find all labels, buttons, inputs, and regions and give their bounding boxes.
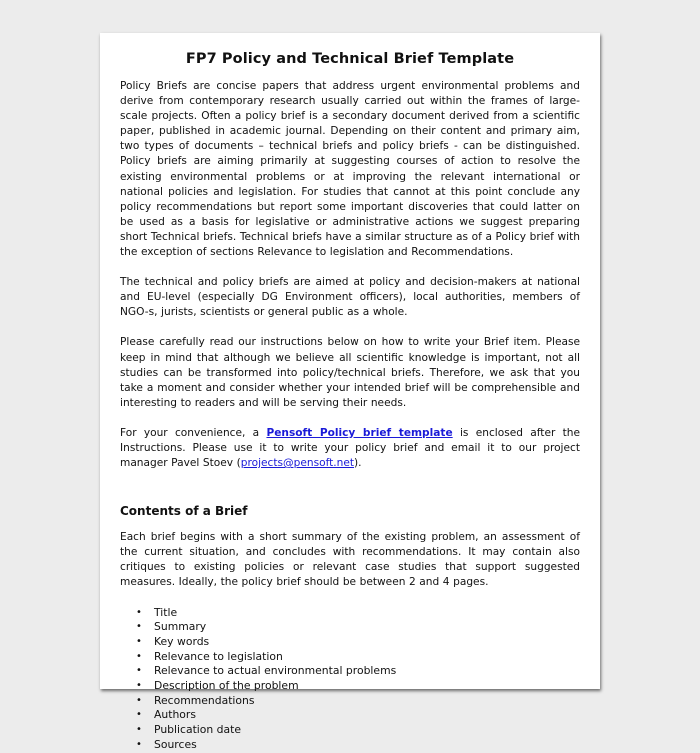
policy-brief-template-link[interactable]: Pensoft Policy brief template [266, 426, 453, 439]
contents-heading: Contents of a Brief [120, 504, 248, 519]
bullet-icon: • [136, 665, 142, 677]
contents-description: Each brief begins with a short summary of the existing problem, an assessment of the current situation, and concludes with recommendations. It may contain also critiques to existing policies or relevant case studies that support suggested measures. Ideally, the policy brief should be between 2 and 4 pages. [120, 531, 580, 589]
list-item [136, 693, 580, 709]
convenience-text-after: is enclosed after the Instructions. Please use it to write your policy brief and email it to our project manager Pavel Stoev ( [120, 426, 580, 470]
convenience-text-closing: ). [354, 457, 362, 470]
list-item-label: Key words [154, 634, 210, 648]
bullet-icon: • [136, 709, 142, 721]
list-item-label: Relevance to actual environmental problems [154, 664, 397, 678]
bullet-icon: • [136, 694, 142, 706]
bullet-icon: • [136, 635, 142, 647]
bullet-icon: • [136, 606, 142, 618]
list-item [136, 737, 580, 753]
list-item-label: Sources [154, 737, 197, 751]
document-title: FP7 Policy and Technical Brief Template [185, 51, 515, 67]
list-item-label: Publication date [154, 723, 242, 737]
contents-list [120, 606, 580, 753]
list-item-label: Relevance to legislation [154, 649, 283, 663]
intro-paragraph: Policy Briefs are concise papers that address urgent environmental problems and derive from contemporary research usually carried out within the frames of large-scale projects. Often a policy brief is a secondary document derived from a scientific paper, published in academic journal. Depending on their content and primary aim, two types of documents – technical briefs and policy briefs - can be distinguished. Policy briefs are aiming primarily at suggesting courses of action to resolve the existing environmental problems or at improving the relevant international or national policies and legislation. For studies that cannot at this point conclude any policy recommendations but report some important discoveries that could latter on be used as a basis for legislative or administrative actions we suggest preparing short Technical briefs. Technical briefs have a similar structure as of a Policy brief with the exception of sections Relevance to legislation and Recommendations. [120, 80, 580, 259]
list-item [136, 620, 580, 635]
instructions-paragraph: Please carefully read our instructions below on how to write your Brief item. Please keep in mind that although we believe all scientific knowledge is important, not all studies can be transformed into policy/technical briefs. Therefore, we ask that you take a moment and consider whether your intended brief will be comprehensible and interesting to readers and will be serving their needs. [120, 336, 580, 409]
list-item [136, 605, 580, 621]
document-page [100, 33, 600, 751]
audience-paragraph: The technical and policy briefs are aimed at policy and decision-makers at national and EU-level (especially DG Environment officers), local authorities, members of NGO-s, jurists, scientists or general public as a whole. [120, 276, 580, 319]
list-item [136, 664, 580, 679]
bullet-icon: • [136, 650, 142, 662]
list-item [136, 634, 580, 650]
convenience-text-before: For your convenience, a [120, 426, 267, 439]
list-item [136, 723, 580, 738]
email-link[interactable]: projects@pensoft.net [240, 457, 355, 470]
list-item-label: Title [154, 605, 178, 619]
list-item-label: Description of the problem [154, 679, 299, 693]
list-item-label: Authors [154, 708, 196, 722]
bullet-icon: • [136, 724, 142, 736]
list-item-label: Recommendations [154, 693, 255, 707]
list-item-label: Summary [154, 620, 207, 634]
list-item [136, 708, 580, 723]
convenience-paragraph [120, 426, 580, 471]
list-item [136, 649, 580, 665]
bullet-icon: • [136, 680, 142, 692]
list-item [136, 679, 580, 694]
bullet-icon: • [136, 738, 142, 750]
bullet-icon: • [136, 621, 142, 633]
